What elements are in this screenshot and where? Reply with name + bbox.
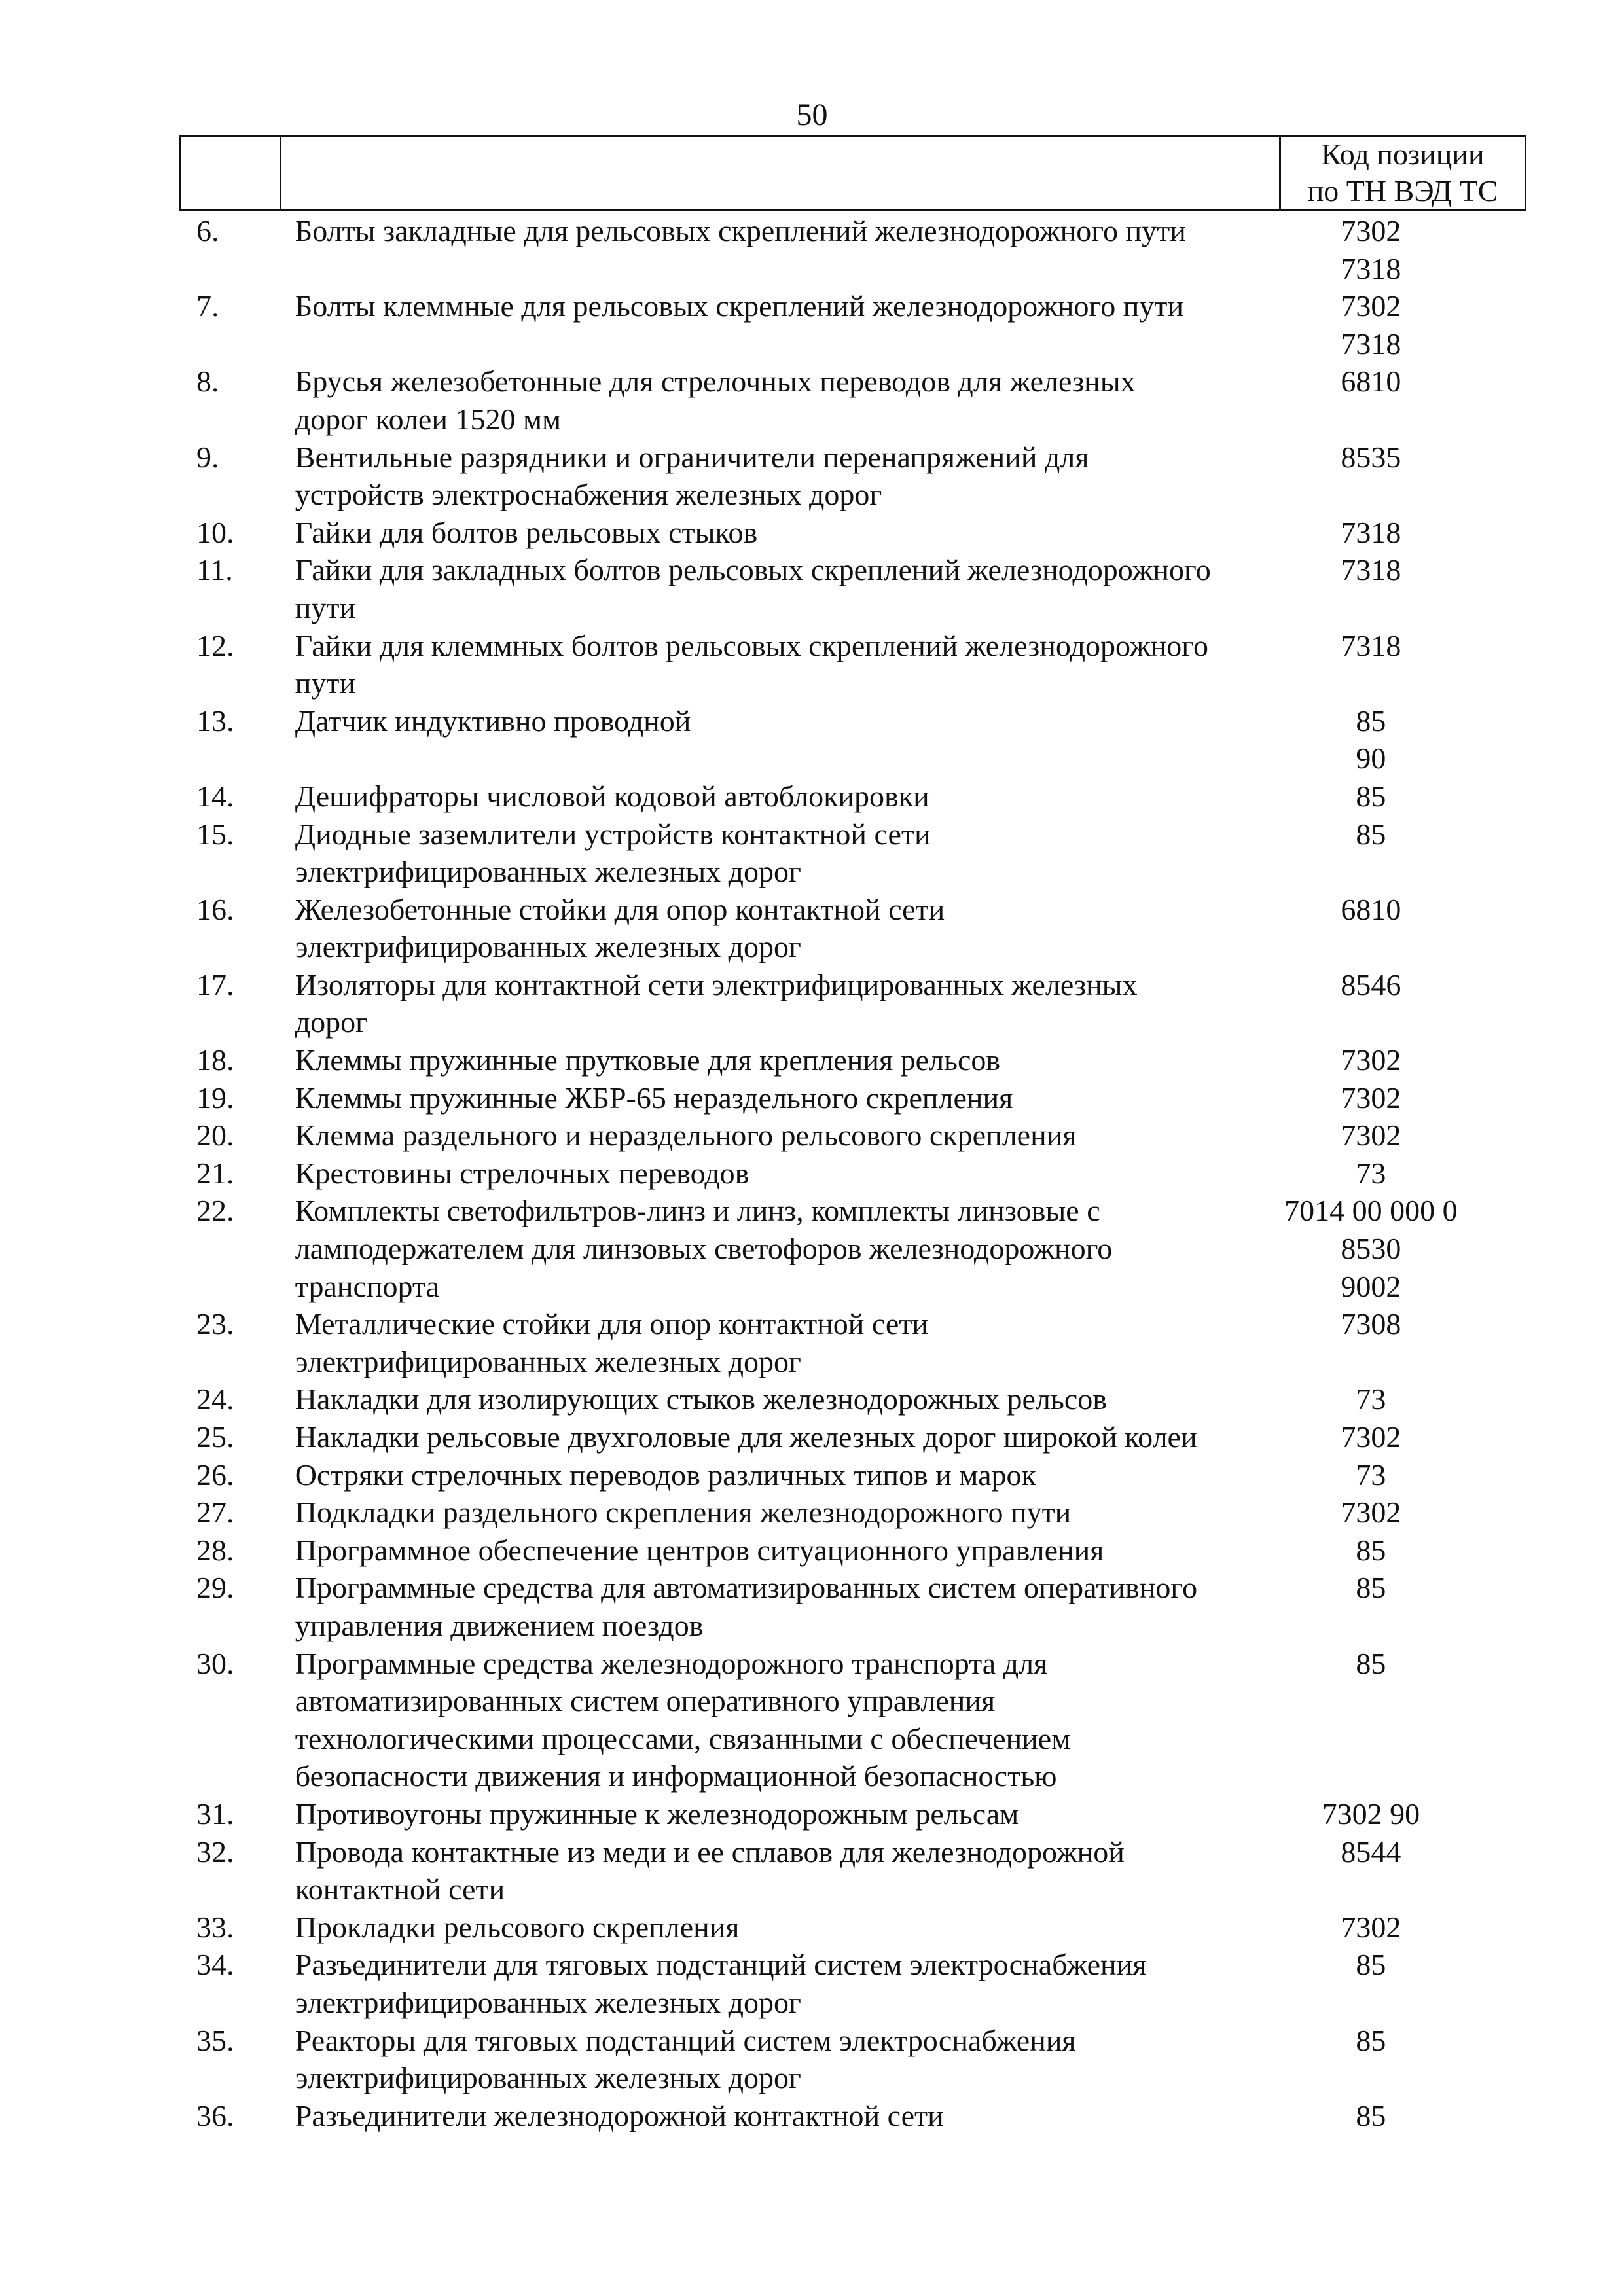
row-number: 29. (196, 1571, 234, 1605)
table-row (179, 514, 1526, 552)
row-number: 15. (196, 817, 234, 851)
tn-ved-code: 85 (1356, 2023, 1386, 2057)
tn-ved-code: 7318 (1341, 515, 1401, 549)
product-name: Вентильные разрядники и ограничители перенапряжений для устройств электроснабжения железных дорог (295, 440, 1089, 512)
table-row (179, 1079, 1526, 1117)
tn-ved-code: 7302 (1341, 1420, 1401, 1454)
tn-ved-code: 73 (1356, 1156, 1386, 1190)
row-number: 24. (196, 1382, 234, 1416)
row-number: 6. (196, 214, 219, 247)
tn-ved-code: 7318 (1341, 628, 1401, 662)
row-number: 35. (196, 2023, 234, 2057)
tn-ved-code: 85 (1356, 2098, 1386, 2132)
product-name: Изоляторы для контактной сети электрифицированных железных дорог (295, 967, 1138, 1039)
product-name: Клеммы пружинные прутковые для крепления рельсов (295, 1043, 1001, 1077)
product-name: Болты закладные для рельсовых скреплений железнодорожного пути (295, 214, 1186, 247)
row-number: 25. (196, 1420, 234, 1454)
product-name: Клеммы пружинные ЖБР-65 нераздельного скрепления (295, 1081, 1013, 1115)
table-row (179, 2022, 1526, 2097)
row-number: 31. (196, 1797, 234, 1831)
row-number: 30. (196, 1646, 234, 1680)
row-number: 28. (196, 1533, 234, 1567)
tn-ved-code: 7302 (1341, 1081, 1401, 1115)
row-number: 21. (196, 1156, 234, 1190)
table-row (179, 891, 1526, 966)
product-name: Металлические стойки для опор контактной сети электрифицированных железных дорог (295, 1307, 929, 1378)
product-name: Противоугоны пружинные к железнодорожным рельсам (295, 1797, 1019, 1831)
row-number: 27. (196, 1496, 234, 1530)
table-row (179, 702, 1526, 778)
table-row (179, 212, 1526, 287)
row-number: 26. (196, 1458, 234, 1492)
product-name: Железобетонные стойки для опор контактной сети электрифицированных железных дорог (295, 892, 945, 964)
table-row (179, 2097, 1526, 2135)
row-number: 16. (196, 892, 234, 926)
tn-ved-code: 7302 7318 (1341, 289, 1401, 361)
product-name: Реакторы для тяговых подстанций систем электроснабжения электрифицированных железных дорог (295, 2023, 1076, 2095)
table-header (179, 135, 1526, 211)
table-row (179, 1909, 1526, 1946)
product-name: Разъединители железнодорожной контактной сети (295, 2098, 944, 2132)
product-name: Программное обеспечение центров ситуационного управления (295, 1533, 1104, 1567)
table-row (179, 1569, 1526, 1644)
tn-ved-code: 7302 90 (1322, 1797, 1420, 1831)
product-name: Разъединители для тяговых подстанций систем электроснабжения электрифицированных железных дорог (295, 1948, 1147, 2019)
product-name: Накладки для изолирующих стыков железнодорожных рельсов (295, 1382, 1108, 1416)
table-row (179, 1833, 1526, 1909)
row-number: 23. (196, 1307, 234, 1341)
product-name: Комплекты светофильтров-линз и линз, комплекты линзовые с ламподержателем для линзовых светофоров железнодорожного транспорта (295, 1194, 1113, 1303)
code-column-header: Код позиции по ТН ВЭД ТС (1307, 137, 1498, 207)
table-row (179, 287, 1526, 363)
row-number: 22. (196, 1194, 234, 1228)
table-row (179, 1041, 1526, 1079)
table-row (179, 627, 1526, 702)
table-row (179, 1418, 1526, 1456)
column-divider (280, 137, 281, 209)
tn-ved-code: 7302 (1341, 1043, 1401, 1077)
product-name: Провода контактные из меди и ее сплавов для железнодорожной контактной сети (295, 1835, 1125, 1907)
row-number: 13. (196, 704, 234, 738)
table-row (179, 1645, 1526, 1795)
product-name: Датчик индуктивно проводной (295, 704, 691, 738)
table-row (179, 778, 1526, 816)
table-row (179, 1155, 1526, 1193)
table-row (179, 1494, 1526, 1532)
product-name: Крестовины стрелочных переводов (295, 1156, 749, 1190)
row-number: 12. (196, 628, 234, 662)
tn-ved-code: 85 (1356, 1646, 1386, 1680)
tn-ved-code: 7308 (1341, 1307, 1401, 1341)
product-name: Дешифраторы числовой кодовой автоблокировки (295, 779, 929, 813)
row-number: 18. (196, 1043, 234, 1077)
product-name: Диодные заземлители устройств контактной сети электрифицированных железных дорог (295, 817, 931, 889)
table-row (179, 1532, 1526, 1570)
tn-ved-code: 85 (1356, 1571, 1386, 1605)
row-number: 8. (196, 365, 219, 399)
row-number: 20. (196, 1119, 234, 1153)
tn-ved-code: 85 (1356, 1948, 1386, 1982)
table-row (179, 966, 1526, 1041)
row-number: 10. (196, 515, 234, 549)
tn-ved-code: 7302 (1341, 1119, 1401, 1153)
tn-ved-code: 73 (1356, 1458, 1386, 1492)
row-number: 19. (196, 1081, 234, 1115)
row-number: 36. (196, 2098, 234, 2132)
row-number: 33. (196, 1910, 234, 1944)
row-number: 32. (196, 1835, 234, 1869)
product-name: Программные средства железнодорожного транспорта для автоматизированных систем оперативного управления технологическими процессами, связанными с обеспечением безопасности движения и информационной безопасностью (295, 1646, 1071, 1793)
product-name: Клемма раздельного и нераздельного рельсового скрепления (295, 1119, 1077, 1153)
table-row (179, 1946, 1526, 2021)
tn-ved-code: 73 (1356, 1382, 1386, 1416)
tn-ved-code: 7302 (1341, 1910, 1401, 1944)
table-row (179, 1380, 1526, 1418)
tn-ved-code: 85 (1356, 1533, 1386, 1567)
table-row (179, 1117, 1526, 1155)
table-row (179, 1795, 1526, 1833)
product-list (179, 212, 1526, 2134)
row-number: 7. (196, 289, 219, 323)
tn-ved-code: 7302 (1341, 1496, 1401, 1530)
table-row (179, 1456, 1526, 1494)
row-number: 14. (196, 779, 234, 813)
tn-ved-code: 85 (1356, 817, 1386, 851)
table-row (179, 1192, 1526, 1305)
tn-ved-code: 7014 00 000 0 8530 9002 (1284, 1194, 1458, 1303)
product-name: Накладки рельсовые двухголовые для железных дорог широкой колеи (295, 1420, 1197, 1454)
product-name: Болты клеммные для рельсовых скреплений железнодорожного пути (295, 289, 1184, 323)
tn-ved-code: 8546 (1341, 967, 1401, 1001)
page-number: 50 (796, 98, 828, 132)
table-row (179, 551, 1526, 626)
table-row (179, 363, 1526, 438)
row-number: 17. (196, 967, 234, 1001)
product-name: Прокладки рельсового скрепления (295, 1910, 740, 1944)
tn-ved-code: 6810 (1341, 365, 1401, 399)
row-number: 11. (196, 553, 233, 587)
tn-ved-code: 8535 (1341, 440, 1401, 474)
tn-ved-code: 85 (1356, 779, 1386, 813)
table-row (179, 816, 1526, 891)
row-number: 34. (196, 1948, 234, 1982)
product-name: Гайки для закладных болтов рельсовых скреплений железнодорожного пути (295, 553, 1211, 624)
tn-ved-code: 85 90 (1356, 704, 1386, 776)
row-number: 9. (196, 440, 219, 474)
table-row (179, 439, 1526, 514)
tn-ved-code: 7302 7318 (1341, 214, 1401, 285)
tn-ved-code: 7318 (1341, 553, 1401, 587)
product-name: Гайки для клеммных болтов рельсовых скреплений железнодорожного пути (295, 628, 1208, 700)
tn-ved-code: 6810 (1341, 892, 1401, 926)
table-row (179, 1305, 1526, 1380)
product-name: Гайки для болтов рельсовых стыков (295, 515, 758, 549)
product-name: Остряки стрелочных переводов различных типов и марок (295, 1458, 1036, 1492)
tn-ved-code: 8544 (1341, 1835, 1401, 1869)
product-name: Программные средства для автоматизированных систем оперативного управления движением поездов (295, 1571, 1198, 1642)
product-name: Подкладки раздельного скрепления железнодорожного пути (295, 1496, 1072, 1530)
product-name: Брусья железобетонные для стрелочных переводов для железных дорог колеи 1520 мм (295, 365, 1136, 436)
